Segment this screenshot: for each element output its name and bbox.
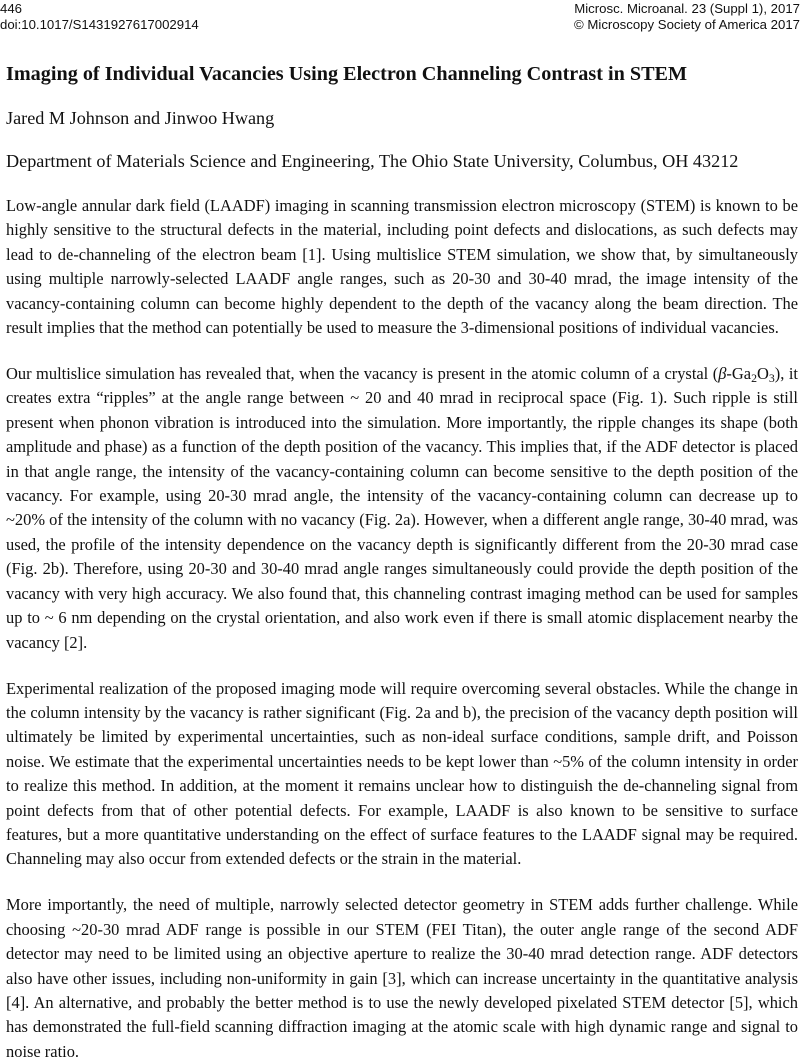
- paragraph-abstract: Low-angle annular dark field (LAADF) imaging in scanning transmission electron microscopy (STEM) is known to be highly sensitive to the structural defects in the material, including point defects and dislocations, as such defects may lead to de-channeling of the electron beam [1]. Using multislice STEM simulation, we show that, by simultaneously using multiple narrowly-selected LAADF angle ranges, such as 20-30 and 30-40 mrad, the image intensity of the vacancy-containing column can become highly dependent to the depth of the vacancy along the beam direction. The result implies that the method can potentially be used to measure the 3-dimensional positions of individual vacancies.: [6, 196, 798, 338]
- paragraph-simulation-text-2: ), it creates extra “ripples” at the angle range between ~ 20 and 40 mrad in reciprocal space (Fig. 1). Such ripple is still present when phonon vibration is introduced into the simulation. More importantly, the ripple changes its shape (both amplitude and phase) as a function of the depth position of the vacancy. This implies that, if the ADF detector is placed in that angle range, the intensity of the vacancy-containing column can become sensitive to the depth position of the vacancy. For example, using 20-30 mrad angle, the intensity of the vacancy-containing column can decrease up to ~20% of the intensity of the column with no vacancy (Fig. 2a). However, when a different angle range, 30-40 mrad, was used, the profile of the intensity dependence on the vacancy depth is significantly different from the 20-30 mrad case (Fig. 2b). Therefore, using 20-30 and 30-40 mrad angle ranges simultaneously could provide the depth position of the vacancy with very high accuracy. We also found that, this channeling contrast imaging method can be used for samples up to ~ 6 nm depending on the crystal orientation, and also work even if there is small atomic displacement nearby the vacancy [2].: [6, 364, 798, 652]
- paragraph-detector: More importantly, the need of multiple, narrowly selected detector geometry in STEM adds further challenge. While choosing ~20-30 mrad ADF range is possible in our STEM (FEI Titan), the outer angle range of the second ADF detector may need to be limited using an objective aperture to realize the 30-40 mrad detection range. ADF detectors also have other issues, including non-uniformity in gain [3], which can increase uncertainty in the quantitative analysis [4]. An alternative, and probably the better method is to use the newly developed pixelated STEM detector [5], which has demonstrated the full-field scanning diffraction imaging at the atomic scale with high dynamic range and signal to noise ratio.: [6, 895, 798, 1061]
- chemical-formula: [718, 364, 775, 383]
- paragraph-simulation: [6, 362, 798, 655]
- doi: doi:10.1017/S1431927617002914: [0, 17, 199, 32]
- journal-citation: Microsc. Microanal. 23 (Suppl 1), 2017: [574, 1, 800, 16]
- paper-authors: Jared M Johnson and Jinwoo Hwang: [6, 108, 275, 128]
- formula-subscript-2: 2: [751, 370, 757, 385]
- formula-beta: β: [718, 364, 727, 384]
- copyright-notice: © Microscopy Society of America 2017: [574, 17, 800, 32]
- formula-ga: -Ga: [726, 364, 752, 384]
- page-number: 446: [0, 1, 23, 16]
- formula-subscript-3: 3: [768, 370, 775, 385]
- header-right: [574, 1, 800, 33]
- paper-body: [6, 194, 798, 1064]
- page-header: [0, 0, 800, 36]
- formula-o: O: [756, 364, 769, 384]
- header-left: [0, 1, 199, 33]
- paragraph-simulation-text-1: Our multislice simulation has revealed that, when the vacancy is present in the atomic column of a crystal (: [6, 364, 719, 384]
- paragraph-experimental: Experimental realization of the proposed imaging mode will require overcoming several obstacles. While the change in the column intensity by the vacancy is rather significant (Fig. 2a and b), the precision of the vacancy depth position will ultimately be limited by experimental uncertainties, such as non-ideal surface conditions, sample drift, and Poisson noise. We estimate that the experimental uncertainties needs to be kept lower than ~5% of the column intensity in order to realize this method. In addition, at the moment it remains unclear how to distinguish the de-channeling signal from point defects from that of other potential defects. For example, LAADF is also known to be sensitive to surface features, but a more quantitative understanding on the effect of surface features to the LAADF signal may be required. Channeling may also occur from extended defects or the strain in the material.: [6, 678, 798, 869]
- paper-affiliation: Department of Materials Science and Engineering, The Ohio State University, Columbus, OH 43212: [6, 151, 739, 171]
- paper-title: Imaging of Individual Vacancies Using Electron Channeling Contrast in STEM: [6, 63, 688, 85]
